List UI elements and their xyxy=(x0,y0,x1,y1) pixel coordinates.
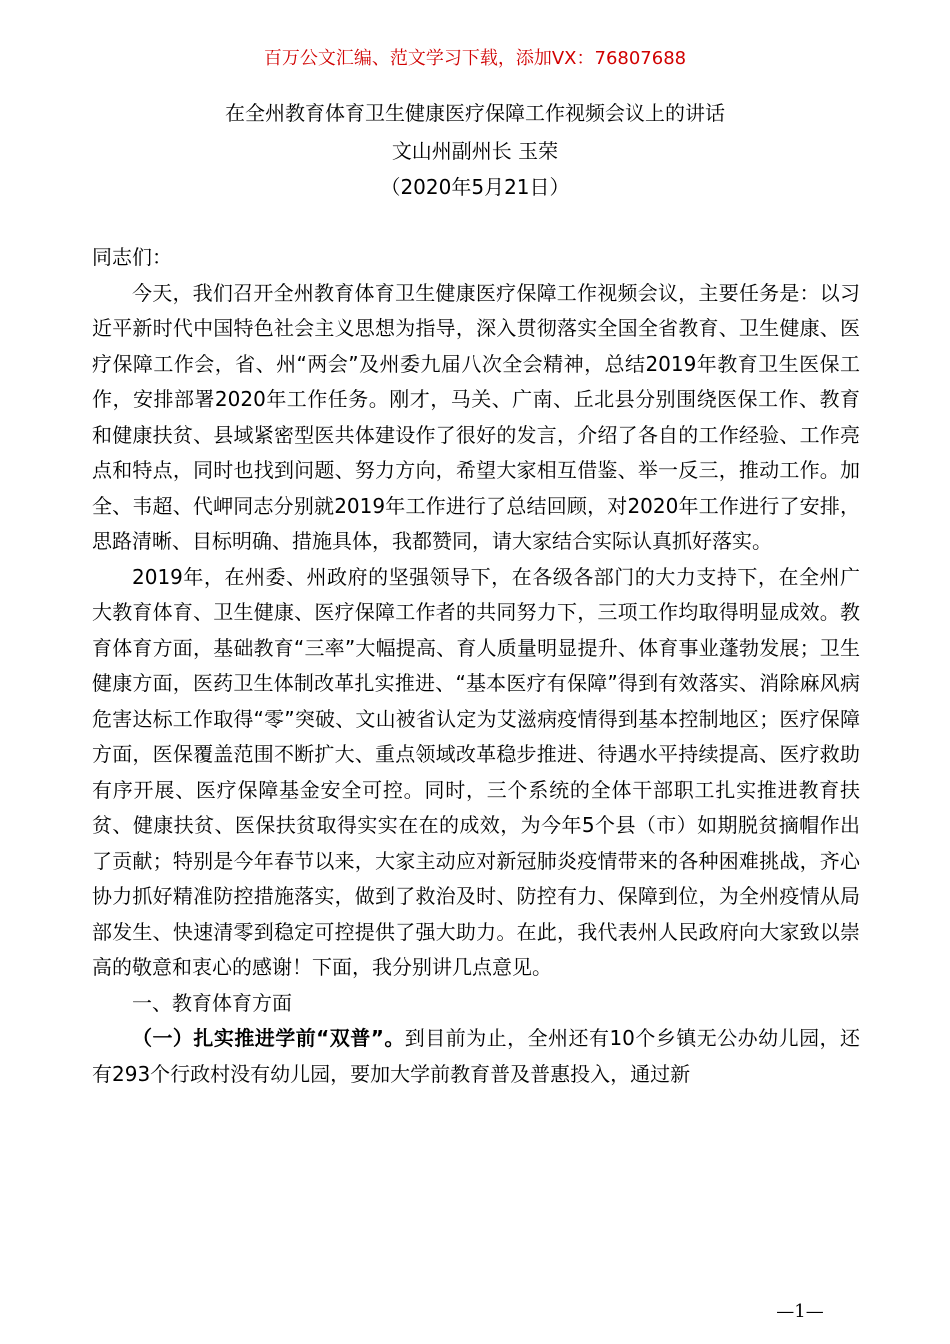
paragraph: 今天，我们召开全州教育体育卫生健康医疗保障工作视频会议，主要任务是：以习近平新时代中国特色社会主义思想为指导，深入贯彻落实全国全省教育、卫生健康、医疗保障工作会，省、州“两会”及州委九届八次全会精神，总结2019年教育卫生医保工作，安排部署2020年工作任务。刚才，马关、广南、丘北县分别围绕医保工作、教育和健康扶贫、县域紧密型医共体建设作了很好的发言，介绍了各自的工作经验、工作亮点和特点，同时也找到问题、努力方向，希望大家相互借鉴、举一反三，推动工作。加全、韦超、代岬同志分别就2019年工作进行了总结回顾，对2020年工作进行了安排，思路清晰、目标明确、措施具体，我都赞同，请大家结合实际认真抓好落实。 xyxy=(92,280,860,553)
date-line: （2020年5月21日） xyxy=(380,175,570,199)
section-heading: 一、教育体育方面 xyxy=(132,990,292,1015)
salutation: 同志们： xyxy=(92,245,172,269)
subsection-text: 到目前为止，全州还有10个乡镇无公办幼儿园，还有293个行政村没有幼儿园，要加大学前教育普及普惠投入，通过新 xyxy=(92,1026,860,1086)
document-body xyxy=(92,240,860,1092)
paragraph: 2019年，在州委、州政府的坚强领导下，在各级各部门的大力支持下，在全州广大教育体育、卫生健康、医疗保障工作者的共同努力下，三项工作均取得明显成效。教育体育方面，基础教育“三率”大幅提高、育人质量明显提升、体育事业蓬勃发展；卫生健康方面，医药卫生体制改革扎实推进、“基本医疗有保障”得到有效落实、消除麻风病危害达标工作取得“零”突破、文山被省认定为艾滋病疫情得到基本控制地区；医疗保障方面，医保覆盖范围不断扩大、重点领域改革稳步推进、待遇水平持续提高、医疗救助有序开展、医疗保障基金安全可控。同时，三个系统的全体干部职工扎实推进教育扶贫、健康扶贫、医保扶贫取得实实在在的成效，为今年5个县（市）如期脱贫摘帽作出了贡献；特别是今年春节以来，大家主动应对新冠肺炎疫情带来的各种困难挑战，齐心协力抓好精准防控措施落实，做到了救治及时、防控有力、保障到位，为全州疫情从局部发生、快速清零到稳定可控提供了强大助力。在此，我代表州人民政府向大家致以崇高的敬意和衷心的感谢！下面，我分别讲几点意见。 xyxy=(92,564,860,979)
subsection-paragraph xyxy=(92,1021,860,1092)
watermark-banner: 百万公文汇编、范文学习下载，添加VX：76807688 xyxy=(263,48,687,69)
speaker-line: 文山州副州长 玉荣 xyxy=(391,139,559,163)
page-number: —1— xyxy=(776,1301,824,1322)
subsection-heading: （一）扎实推进学前“双普”。 xyxy=(132,1026,405,1050)
document-title: 在全州教育体育卫生健康医疗保障工作视频会议上的讲话 xyxy=(225,101,725,125)
